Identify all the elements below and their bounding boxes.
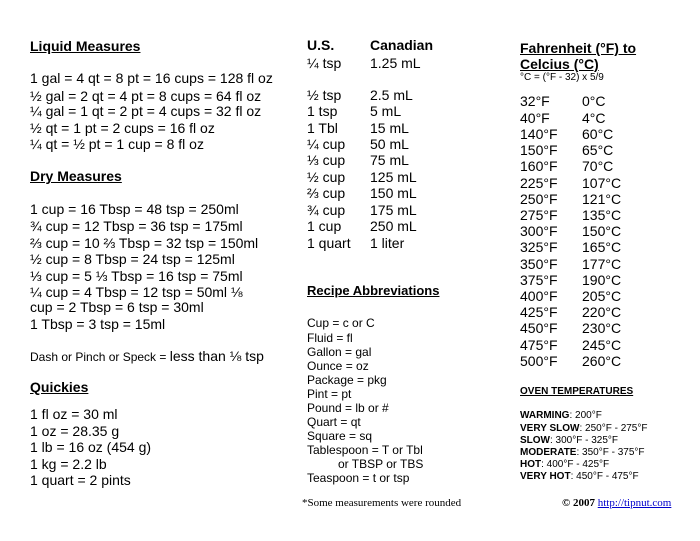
tipnut-link[interactable]: http://tipnut.com (597, 497, 672, 509)
canadian-value: 125 mL (370, 169, 417, 185)
canadian-value: 250 mL (370, 218, 417, 234)
celsius-value: 60°C (582, 126, 614, 142)
celsius-value: 70°C (582, 158, 614, 174)
oven-value: : 300°F - 325°F (550, 435, 619, 446)
abbreviation-line: Package = pkg (307, 373, 387, 387)
celsius-value: 107°C (582, 175, 622, 191)
pinch-prefix: Dash or Pinch or Speck = (30, 350, 170, 364)
abbreviation-line: or TBSP or TBS (338, 457, 424, 471)
dry-measures-heading: Dry Measures (30, 168, 122, 184)
dry-line: 1 cup = 16 Tbsp = 48 tsp = 250ml (30, 201, 239, 217)
quickies-line: 1 lb = 16 oz (454 g) (30, 439, 152, 455)
canadian-value: 150 mL (370, 185, 417, 201)
celsius-value: 150°C (582, 223, 622, 239)
fahrenheit-value: 350°F (520, 256, 558, 272)
abbreviation-line: Square = sq (307, 429, 373, 443)
dry-line: ⅓ cup = 5 ⅓ Tbsp = 16 tsp = 75ml (30, 268, 243, 284)
dry-line: ⅔ cup = 10 ⅔ Tbsp = 32 tsp = 150ml (30, 235, 259, 251)
oven-label: MODERATE (520, 447, 577, 458)
abbreviation-line: Gallon = gal (307, 345, 372, 359)
abbreviation-line: Pound = lb or # (307, 401, 389, 415)
liquid-line: ¼ qt = ½ pt = 1 cup = 8 fl oz (30, 136, 204, 152)
fahrenheit-value: 475°F (520, 337, 558, 353)
quickies-heading: Quickies (30, 379, 89, 395)
canadian-header: Canadian (370, 37, 434, 53)
fahrenheit-value: 300°F (520, 223, 558, 239)
us-value: ¼ tsp (307, 55, 342, 71)
oven-item (520, 435, 618, 446)
fahrenheit-value: 32°F (520, 93, 550, 109)
copyright-text: © 2007 (562, 497, 595, 509)
fahrenheit-value: 160°F (520, 158, 558, 174)
dry-line: 1 Tbsp = 3 tsp = 15ml (30, 316, 166, 332)
us-value: ⅓ cup (307, 152, 346, 168)
dry-line: cup = 2 Tbsp = 6 tsp = 30ml (30, 299, 204, 315)
conversion-formula: °C = (°F - 32) x 5/9 (520, 72, 604, 83)
oven-label: VERY HOT (520, 471, 571, 482)
oven-value: : 450°F - 475°F (570, 471, 639, 482)
fahrenheit-value: 325°F (520, 239, 558, 255)
us-value: 1 Tbl (307, 120, 338, 136)
fahrenheit-value: 375°F (520, 272, 558, 288)
fahrenheit-value: 150°F (520, 142, 558, 158)
canadian-value: 50 mL (370, 136, 409, 152)
us-header: U.S. (307, 37, 335, 53)
quickies-line: 1 quart = 2 pints (30, 472, 131, 488)
quickies-line: 1 oz = 28.35 g (30, 423, 120, 439)
quickies-line: 1 fl oz = 30 ml (30, 406, 118, 422)
fahrenheit-value: 225°F (520, 175, 558, 191)
celsius-value: 0°C (582, 93, 606, 109)
celsius-value: 121°C (582, 191, 622, 207)
oven-label: VERY SLOW (520, 423, 580, 434)
quickies-line: 1 kg = 2.2 lb (30, 456, 107, 472)
celsius-value: 177°C (582, 256, 622, 272)
us-value: ⅔ cup (307, 185, 346, 201)
dry-line: ½ cup = 8 Tbsp = 24 tsp = 125ml (30, 251, 235, 267)
celsius-value: 135°C (582, 207, 622, 223)
pinch-line (30, 348, 264, 364)
us-value: 1 quart (307, 235, 351, 251)
oven-item (520, 471, 639, 482)
celsius-value: 190°C (582, 272, 622, 288)
fahrenheit-value: 250°F (520, 191, 558, 207)
oven-item (520, 423, 647, 434)
liquid-measures-heading: Liquid Measures (30, 38, 141, 54)
fahrenheit-value: 275°F (520, 207, 558, 223)
dry-line: ¼ cup = 4 Tbsp = 12 tsp = 50ml ⅛ (30, 284, 243, 300)
pinch-value: less than ⅛ tsp (169, 348, 264, 364)
us-value: 1 cup (307, 218, 342, 234)
recipe-abbreviations-heading: Recipe Abbreviations (307, 283, 440, 298)
dry-line: ¾ cup = 12 Tbsp = 36 tsp = 175ml (30, 218, 243, 234)
canadian-value: 75 mL (370, 152, 409, 168)
canadian-value: 5 mL (370, 103, 402, 119)
fahrenheit-value: 40°F (520, 110, 550, 126)
abbreviation-line: Pint = pt (307, 387, 352, 401)
oven-item (520, 447, 645, 458)
us-value: ½ cup (307, 169, 346, 185)
celsius-value: 165°C (582, 239, 622, 255)
oven-item (520, 410, 602, 421)
oven-label: HOT (520, 459, 542, 470)
fahrenheit-value: 425°F (520, 304, 558, 320)
liquid-line: 1 gal = 4 qt = 8 pt = 16 cups = 128 fl oz (30, 70, 273, 86)
canadian-value: 15 mL (370, 120, 409, 136)
oven-label: SLOW (520, 435, 550, 446)
abbreviation-line: Fluid = fl (307, 331, 353, 345)
canadian-value: 175 mL (370, 202, 417, 218)
temperature-heading-line2: Celcius (°C) (520, 56, 599, 72)
oven-value: : 200°F (569, 410, 602, 421)
us-value: 1 tsp (307, 103, 338, 119)
canadian-value: 1 liter (370, 235, 405, 251)
oven-value: : 400°F - 425°F (541, 459, 610, 470)
oven-label: WARMING (520, 410, 570, 421)
celsius-value: 205°C (582, 288, 622, 304)
abbreviation-line: Quart = qt (307, 415, 361, 429)
celsius-value: 260°C (582, 353, 622, 369)
abbreviation-line: Ounce = oz (307, 359, 369, 373)
celsius-value: 245°C (582, 337, 622, 353)
abbreviation-line: Teaspoon = t or tsp (307, 471, 410, 485)
liquid-line: ½ qt = 1 pt = 2 cups = 16 fl oz (30, 120, 215, 136)
abbreviation-line: Cup = c or C (307, 316, 375, 330)
oven-value: : 250°F - 275°F (579, 423, 648, 434)
celsius-value: 4°C (582, 110, 606, 126)
copyright-footer (562, 497, 671, 509)
canadian-value: 2.5 mL (370, 87, 413, 103)
fahrenheit-value: 500°F (520, 353, 558, 369)
liquid-line: ½ gal = 2 qt = 4 pt = 8 cups = 64 fl oz (30, 88, 262, 104)
canadian-value: 1.25 mL (370, 55, 421, 71)
celsius-value: 65°C (582, 142, 614, 158)
temperature-heading (520, 40, 636, 72)
oven-value: : 350°F - 375°F (576, 447, 645, 458)
oven-item (520, 459, 609, 470)
celsius-value: 230°C (582, 320, 622, 336)
fahrenheit-value: 140°F (520, 126, 558, 142)
us-value: ¼ cup (307, 136, 346, 152)
us-value: ¾ cup (307, 202, 346, 218)
us-value: ½ tsp (307, 87, 342, 103)
abbreviation-line: Tablespoon = T or Tbl (307, 443, 423, 457)
temperature-heading-line1: Fahrenheit (°F) to (520, 40, 637, 56)
celsius-value: 220°C (582, 304, 622, 320)
liquid-line: ¼ gal = 1 qt = 2 pt = 4 cups = 32 fl oz (30, 103, 262, 119)
oven-temperatures-heading: OVEN TEMPERATURES (520, 386, 634, 397)
fahrenheit-value: 450°F (520, 320, 558, 336)
rounding-note: *Some measurements were rounded (302, 497, 462, 509)
fahrenheit-value: 400°F (520, 288, 558, 304)
